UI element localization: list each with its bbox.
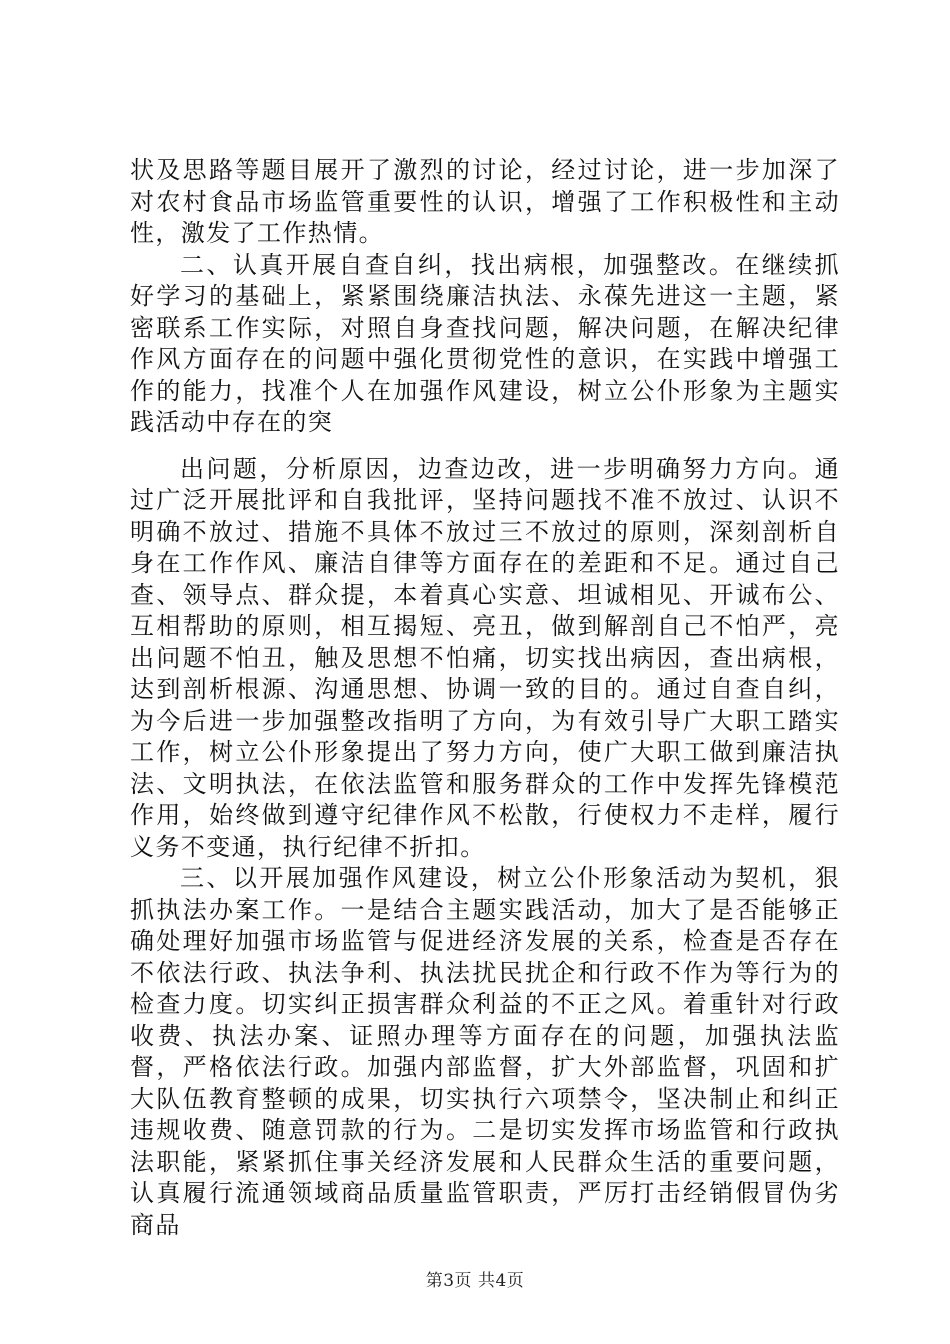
- paragraph-section-three: 三、以开展加强作风建设，树立公仆形象活动为契机，狠抓执法办案工作。一是结合主题实践活动，加大了是否能够正确处理好加强市场监管与促进经济发展的关系，检查是否存在不依法行政、执法争利、执法扰民扰企和行政不作为等行为的检查力度。切实纠正损害群众利益的不正之风。着重针对行政收费、执法办案、证照办理等方面存在的问题，加强执法监督，严格依法行政。加强内部监督，扩大外部监督，巩固和扩大队伍教育整顿的成果，切实执行六项禁令，坚决制止和纠正违规收费、随意罚款的行为。二是切实发挥市场监管和行政执法职能，紧紧抓住事关经济发展和人民群众生活的重要问题，认真履行流通领域商品质量监管职责，严厉打击经销假冒伪劣商品: [130, 864, 840, 1239]
- page-number-footer: 第3页 共4页: [425, 1271, 525, 1291]
- paragraph-continuation: 状及思路等题目展开了激烈的讨论，经过讨论，进一步加深了对农村食品市场监管重要性的认识，增强了工作积极性和主动性，激发了工作热情。: [130, 156, 840, 247]
- paragraph-section-two-continued: 出问题，分析原因，边查边改，进一步明确努力方向。通过广泛开展批评和自我批评，坚持问题找不准不放过、认识不明确不放过、措施不具体不放过三不放过的原则，深刻剖析自身在工作作风、廉洁自律等方面存在的差距和不足。通过自己查、领导点、群众提，本着真心实意、坦诚相见、开诚布公、互相帮助的原则，相互揭短、亮丑，做到解剖自己不怕严，亮出问题不怕丑，触及思想不怕痛，切实找出病因，查出病根，达到剖析根源、沟通思想、协调一致的目的。通过自查自纠，为今后进一步加强整改指明了方向，为有效引导广大职工踏实工作，树立公仆形象提出了努力方向，使广大职工做到廉洁执法、文明执法，在依法监管和服务群众的工作中发挥先锋模范作用，始终做到遵守纪律作风不松散，行使权力不走样，履行义务不变通，执行纪律不折扣。: [130, 454, 840, 861]
- document-body: [130, 155, 840, 1241]
- paragraph-section-two: 二、认真开展自查自纠，找出病根，加强整改。在继续抓好学习的基础上，紧紧围绕廉洁执法、永葆先进这一主题，紧密联系工作实际，对照自身查找问题，解决问题，在解决纪律作风方面存在的问题中强化贯彻党性的意识，在实践中增强工作的能力，找准个人在加强作风建设，树立公仆形象为主题实践活动中存在的突: [130, 250, 840, 436]
